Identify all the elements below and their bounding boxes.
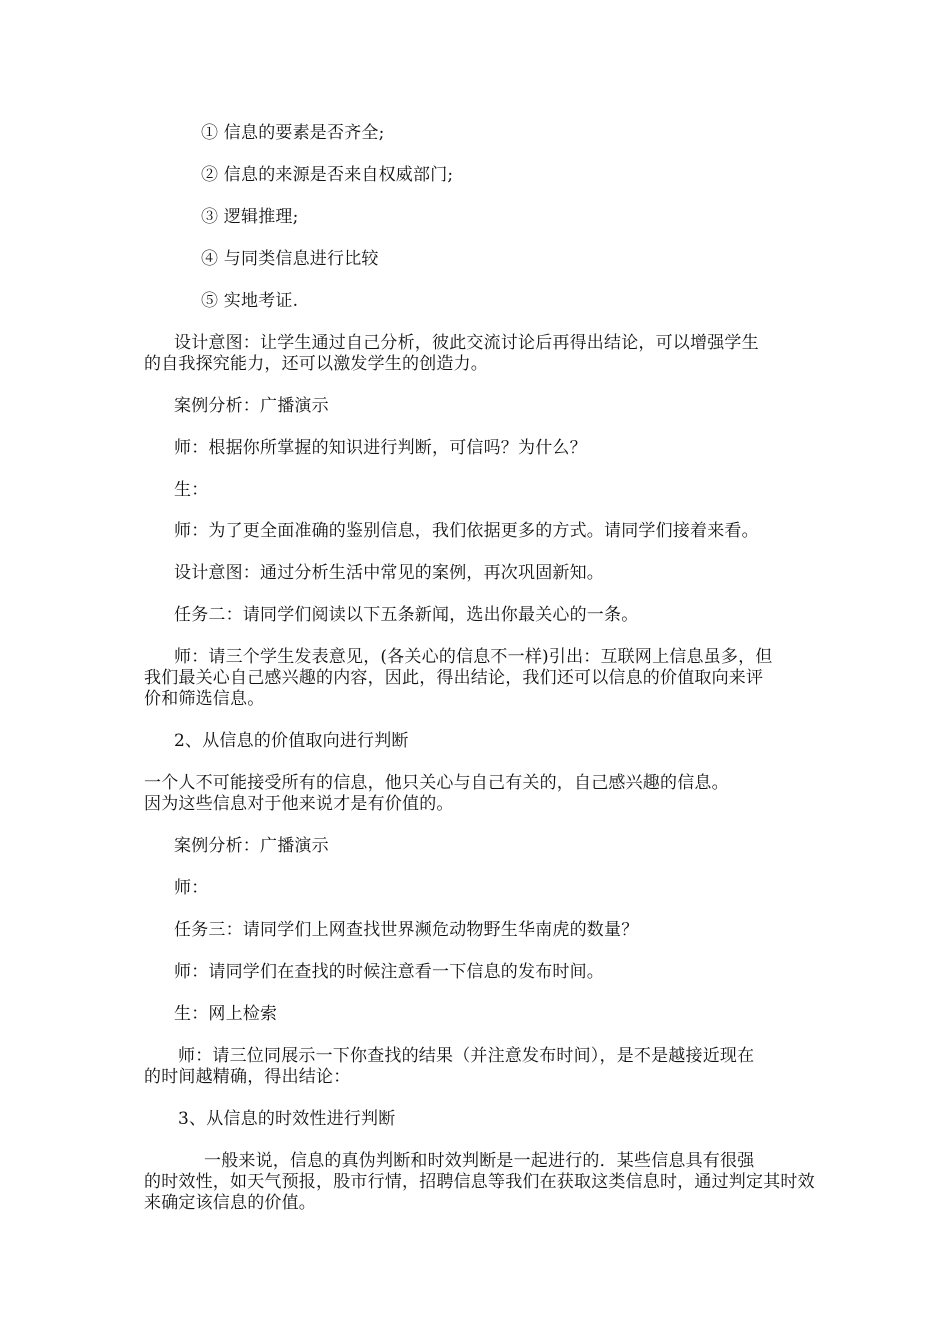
paragraph-line: 师：请三个学生发表意见，(各关心的信息不一样)引出：互联网上信息虽多，但: [174, 647, 773, 667]
paragraph-line: 来确定该信息的价值。: [144, 1193, 316, 1213]
student-line-2: 生：网上检索: [174, 1004, 278, 1024]
case-analysis-1: 案例分析：广播演示: [174, 396, 329, 416]
paragraph-line: 一般来说，信息的真伪判断和时效判断是一起进行的．某些信息具有很强: [204, 1151, 755, 1171]
paragraph-line: 因为这些信息对于他来说才是有价值的。: [144, 794, 454, 814]
teacher-line-5: 师：请同学们在查找的时候注意看一下信息的发布时间。: [174, 962, 604, 982]
list-item-4: ④ 与同类信息进行比较: [201, 249, 379, 269]
list-item-2: ② 信息的来源是否来自权威部门;: [201, 165, 454, 185]
task-2: 任务二：请同学们阅读以下五条新闻，选出你最关心的一条。: [174, 605, 639, 625]
timeliness-paragraph: [144, 1151, 815, 1214]
paragraph-line: 的时间越精确，得出结论：: [144, 1067, 351, 1087]
list-item-3: ③ 逻辑推理;: [201, 207, 299, 227]
paragraph-line: 的时效性，如天气预报，股市行情，招聘信息等我们在获取这类信息时，通过判定其时效: [144, 1172, 815, 1192]
paragraph-line: 师：请三位同展示一下你查找的结果（并注意发布时间），是不是越接近现在: [178, 1046, 755, 1066]
teacher-paragraph-6: [144, 1046, 812, 1088]
teacher-paragraph-3: [144, 647, 812, 710]
section-heading-3: 3、从信息的时效性进行判断: [178, 1109, 396, 1129]
section-heading-2: 2、从信息的价值取向进行判断: [174, 731, 409, 751]
design-intent-2: 设计意图：通过分析生活中常见的案例，再次巩固新知。: [174, 563, 604, 583]
task-3: 任务三：请同学们上网查找世界濒危动物野生华南虎的数量？: [174, 920, 639, 940]
case-analysis-2: 案例分析：广播演示: [174, 836, 329, 856]
paragraph-line: 我们最关心自己感兴趣的内容，因此，得出结论，我们还可以信息的价值取向来评: [144, 668, 764, 688]
teacher-line-4: 师：: [174, 878, 209, 898]
value-paragraph: [144, 773, 812, 815]
paragraph-line: 一个人不可能接受所有的信息，他只关心与自己有关的，自己感兴趣的信息。: [144, 773, 729, 793]
paragraph-line: 的自我探究能力，还可以激发学生的创造力。: [144, 354, 488, 374]
paragraph-line: 价和筛选信息。: [144, 689, 265, 709]
paragraph-line: 设计意图：让学生通过自己分析，彼此交流讨论后再得出结论，可以增强学生: [174, 333, 759, 353]
list-item-5: ⑤ 实地考证.: [201, 291, 299, 311]
list-item-1: ① 信息的要素是否齐全;: [201, 123, 385, 143]
design-intent-paragraph-1: [144, 333, 812, 375]
student-line-1: 生：: [174, 480, 209, 500]
teacher-line-1: 师：根据你所掌握的知识进行判断，可信吗？为什么？: [174, 438, 587, 458]
teacher-line-2: 师：为了更全面准确的鉴别信息，我们依据更多的方式。请同学们接着来看。: [174, 521, 759, 541]
